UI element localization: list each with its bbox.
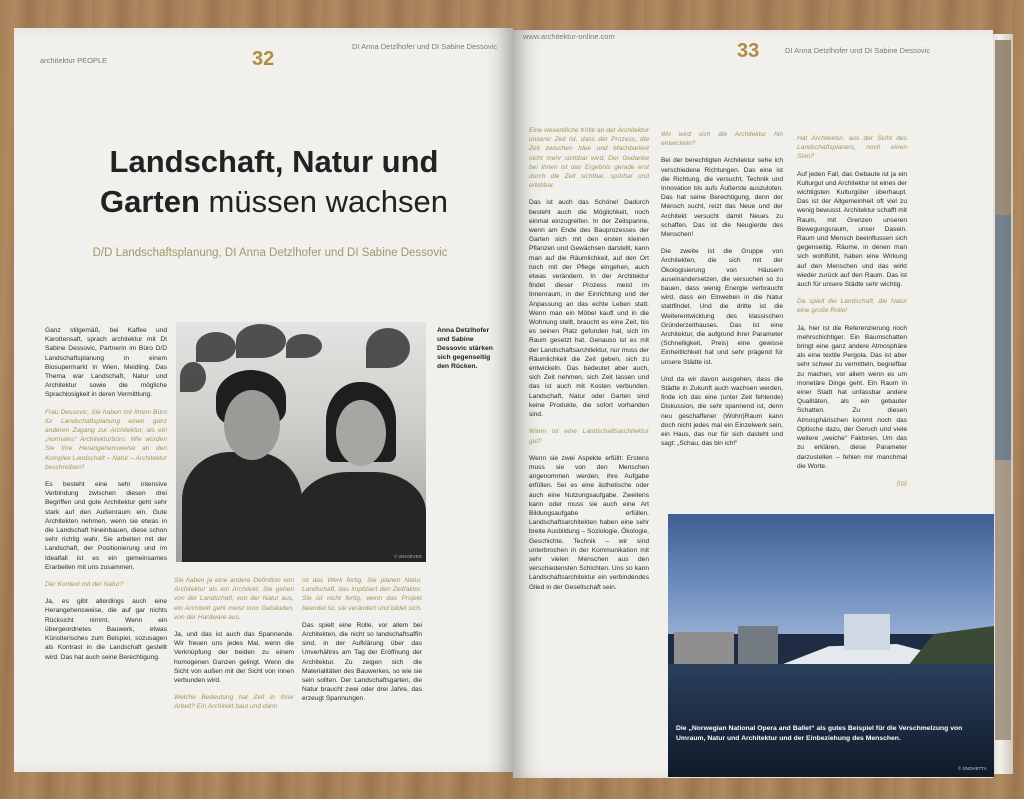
left-column-1	[45, 326, 167, 670]
author-header: DI Anna Detzlhofer und DI Sabine Dessovic	[352, 42, 498, 51]
question: Welche Bedeutung hat Zeit in Ihrer Arbeit? Ein Architekt baut und dann	[174, 694, 294, 711]
photo-credit: © SNOHETTA	[958, 766, 987, 771]
title-line-2-bold: Garten	[99, 184, 200, 219]
question: Hat Architektur, aus der Sicht des Landschaftsplaners, noch einen Sinn?	[797, 135, 907, 161]
paragraph: Ja, es gibt allerdings auch eine Herangehensweise, die auf gar nichts Rücksicht nimmt. Wenn ein übergeordnetes Bauwerk, etwas Künstlerisches zum Beispiel, sozusagen als Kontrast in die Landschaft gestellt wird. Das hat auch seine Berechtigung.	[45, 598, 167, 661]
website-header: www.architektur-online.com	[523, 32, 615, 41]
person-body	[296, 472, 426, 562]
right-column-2	[661, 130, 783, 457]
opera-house-tower	[844, 614, 890, 650]
paragraph: Es besteht eine sehr intensive Verbindung zwischen diesen drei Begriffen und gute Architektur geht sehr stark auf den Außenraum ein. Gute Architekten nehmen, wenn sie etwas in die Landschaft hineinbauen, diese schon sehr richtig wahr. Sie arbeiten mit der Landschaft, der Positionierung und im Idealfall ist es ein gemeinsames Erarbeiten mit uns zusammen.	[45, 481, 167, 571]
city-building	[674, 632, 734, 664]
paragraph: Die zweite ist die Gruppe von Architekten, die sich mit der Ökologisierung von Häusern auseinandersetzen, die versuchen so zu bauen, dass wenig Energie verbraucht wird, dass ein Einweben in die Natur stattfindet. Und die dritte ist die Weiterentwicklung des klassischen Gründerzeithauses. Das ist eine Architektur, die aufgrund ihrer Parameter (Schnelligkeit, Preis) eine gewisse Einheitlichkeit hat und sehr prägend für unsere Städte ist.	[661, 248, 783, 366]
paragraph: Ja, hier ist die Referenzierung noch mehrschichtiger. Ein Baumschatten bringt eine ganz andere Atmosphäre als eine textile Pergola. Das ist aber sehr schwer zu vermitteln, begreifbar zu machen, vor allem wenn es um monetäre Dinge geht. Ein Raum in einer Stadt hat unfassbar andere Qualitäten, als ein gebauter Schatten. Zu diesen Atmosphärischen kommt noch das Optische dazu, der Geruch und viele weitere „weiche“ Faktoren. Um das zu erklären, diese Parameter darzustellen – fehlen mir manchmal die Worte.	[797, 324, 907, 470]
right-column-1	[529, 126, 649, 600]
paragraph: Das ist auch das Schöne! Dadurch besteht auch die Möglichkeit, noch einmal einzugreifen. In der Zeitspanne, wenn am Ende des Bauprozesses der Garten sich mit den ersten kleinen Pflanzen und Gewächsen darstellt, kann man auf die Räumlichkeit, auf den Ort noch mit der Pflege eingehen, auch etwas verändern. In der Architektur findet dieser Prozess meist im Innenraum, in der Einrichtung und der Anpassung an das echte Leben statt. Wenn man ein Möbel kauft und in die Wohnung stellt, braucht es eine Zeit, bis es seinen Platz gefunden hat, sich im Raum gesetzt hat. Genauso ist es mit der Landschaftsarchitektur, nur muss der Räumlichkeit die Zeit geben, sich zu entwickeln. Das bedeutet aber auch, sich Zeit nehmen, sich Zeit lassen und das ist auch mit Kosten verbunden. Landschaft, Natur oder Garten sind keine Produkte, die sofort vorhanden sind.	[529, 199, 649, 419]
author-sign: (rp)	[896, 479, 907, 487]
person-body	[182, 452, 302, 562]
page-number: 32	[252, 48, 275, 70]
photo-water	[668, 664, 994, 777]
opera-caption: Die „Norwegian National Opera and Ballet“ als gutes Beispiel für die Verschmelzung von Umraum, Natur und Architektur und der Einbeziehung des Menschen.	[676, 725, 963, 742]
leaf-shape	[286, 334, 322, 358]
photo-credit: © WHOEVER	[394, 554, 422, 559]
person-face	[336, 400, 386, 466]
paragraph: Das spielt eine Rolle, vor allem bei Architekten, die nicht so landschaftsaffin sind, in der Aufklärung über das Unverhältnis am Tag der Eröffnung der Architektur. Zu zeigen sich die Materialitäten des Bauwerkes, so wie sie sein sollten. Der Landschaftsgarten, die Natur braucht zwei oder drei Jahre, das erzeugt Spannungen.	[302, 621, 422, 703]
paragraph: Ganz stilgemäß, bei Kaffee und Karottensaft, sprach architektur mit DI Sabine Dessovic, Partnerin im Büro D/D Landschaftsplanung in einem Biosupermarkt in Wien, Meidling. Das Thema war Landschaft, Natur und Architektur sowie die mögliche Sprachlosigkeit in deren Vermittlung.	[45, 327, 167, 399]
question: Wann ist eine Landschaftsarchitektur gut?	[529, 428, 649, 445]
title-line-1: Landschaft, Natur und	[109, 144, 439, 179]
page-number: 33	[737, 40, 760, 62]
paragraph: Und da wir davon ausgehen, dass die Städte in Zukunft auch wachsen werden, finde ich das eine (unter Zeit fehlende) Diskussion, die sehr spannend ist, denn neu geschaffener (Wohn)Raum kann doch nicht jedes mal ein Einzelwerk sein, ein Haus, das nur für sich dasteht und sagt: „Schau, das bin ich!“	[661, 375, 783, 448]
photo-caption: Anna Detzlhofer und Sabine Dessovic stärken sich gegenseitig den Rücken.	[437, 327, 493, 370]
leaf-shape	[366, 328, 410, 368]
left-column-3	[302, 576, 422, 712]
next-page-edge-photo	[995, 40, 1011, 740]
article-title	[74, 142, 474, 222]
question: Frau Dessovic, Sie haben mit Ihrem Büro für Landschaftsplanung einen ganz anderen Zugang zur Architektur, als ein „normales“ Architekturbüro. Wie würden Sie Ihre Herangehensweise an den Komplex Landschaft – Natur – Architektur beschreiben?	[45, 408, 167, 471]
portrait-photo	[176, 322, 426, 562]
person-face	[224, 390, 280, 460]
question: Sie haben ja eine andere Definition von Architektur als ein Architekt. Sie gehen von der Landschaft, von der Natur aus, ein Architekt geht meist vom Gebäuden, von der Hardware aus.	[174, 577, 294, 621]
paragraph: Bei der berechtigten Architektur sehe ich verschiedene Richtungen. Das eine ist die Richtung, die versucht, Technik und Innovation bis aufs Äußerste auszuloten. Das hat seine Berechtigung, denn der Mensch sucht, reizt das Neue und der Architekt versucht damit Neues zu schaffen. Das ist die Neugierde des Menschen!	[661, 157, 783, 239]
question: ist das Werk fertig. Sie planen Natur, Landschaft, das impliziert den Zeitfaktor. Sie ist nicht fertig, wenn das Projekt beendet ist, sie verändert und bildet sich.	[302, 577, 422, 612]
paragraph: Auf jeden Fall, das Gebaute ist ja ein Kulturgut und Architektur ist eines der wichtigsten Kulturgüter überhaupt. Das ist der Allgemeinheit oft viel zu wenig bewusst. Architektur schafft mit Raum, mit Grenzen unseren Bewegungsraum, unser Dasein. Raum und Mensch beeinflussen sich gegenseitig. Räume, in denen man sich wohlfühlt, haben eine Wirkung auf den Menschen und das wirkt wieder zurück auf den Raum. Das ist auch für unsere Städte sehr wichtig.	[797, 170, 907, 289]
question: Wo wird sich die Architektur hin entwickeln?	[661, 131, 783, 148]
left-column-2	[174, 576, 294, 720]
paragraph: Wenn sie zwei Aspekte erfüllt: Erstens muss sie von den Menschen angenommen werden, ihre Aufgabe erfüllen. Sei es eine ästhetische oder auch eine Nutzungsaufgabe. Zweitens kann oder muss sie auch eine Art Bildungsaufgabe erfüllen. Landschaftsarchitekten haben eine sehr breite Ausbildung – Soziologie, Ökologie, Geschichte, Technik – wir sind unterbrochen in der Kommunikation mit sehr vielen Menschen aus den verschiedensten Schichten. Uns so kann Landschaftsarchitektur ein verbindendes Glied in der Gesellschaft sein.	[529, 454, 649, 591]
opera-photo	[668, 514, 994, 777]
leaf-shape	[196, 332, 236, 362]
section-label: architektur PEOPLE	[40, 56, 108, 65]
question: Da spielt die Landschaft, die Natur eine große Rolle!	[797, 298, 907, 315]
city-building	[738, 626, 778, 664]
question: Der Kontext mit der Natur?	[45, 581, 124, 589]
leaf-shape	[180, 362, 206, 392]
leaf-shape	[236, 324, 286, 358]
question: Eine wesentliche Kritik an der Architektur unserer Zeit ist, dass der Prozess, die Zeit zwischen Idee und Machbarkeit nicht mehr sichtbar wird. Der Gedanke bei Ihnen ist das Ergebnis gerade erst durch die Zeit sichtbar, spürbar und erlebbar.	[529, 127, 649, 190]
right-column-3	[797, 134, 907, 496]
photo-sky	[668, 514, 994, 634]
author-header: DI Anna Detzlhofer und DI Sabine Dessovic	[785, 46, 931, 55]
title-line-2-light: müssen wachsen	[199, 184, 449, 219]
paragraph: Ja, und das ist auch das Spannende. Wir freuen uns jedes Mal, wenn die Verknüpfung der beiden zu einem homogenen Ganzen gelingt. Wenn die Sicht von außen mit der Sicht von innen verbunden wird.	[174, 631, 294, 685]
article-subtitle: D/D Landschaftsplanung, DI Anna Detzlhofer und DI Sabine Dessovic	[92, 247, 448, 259]
